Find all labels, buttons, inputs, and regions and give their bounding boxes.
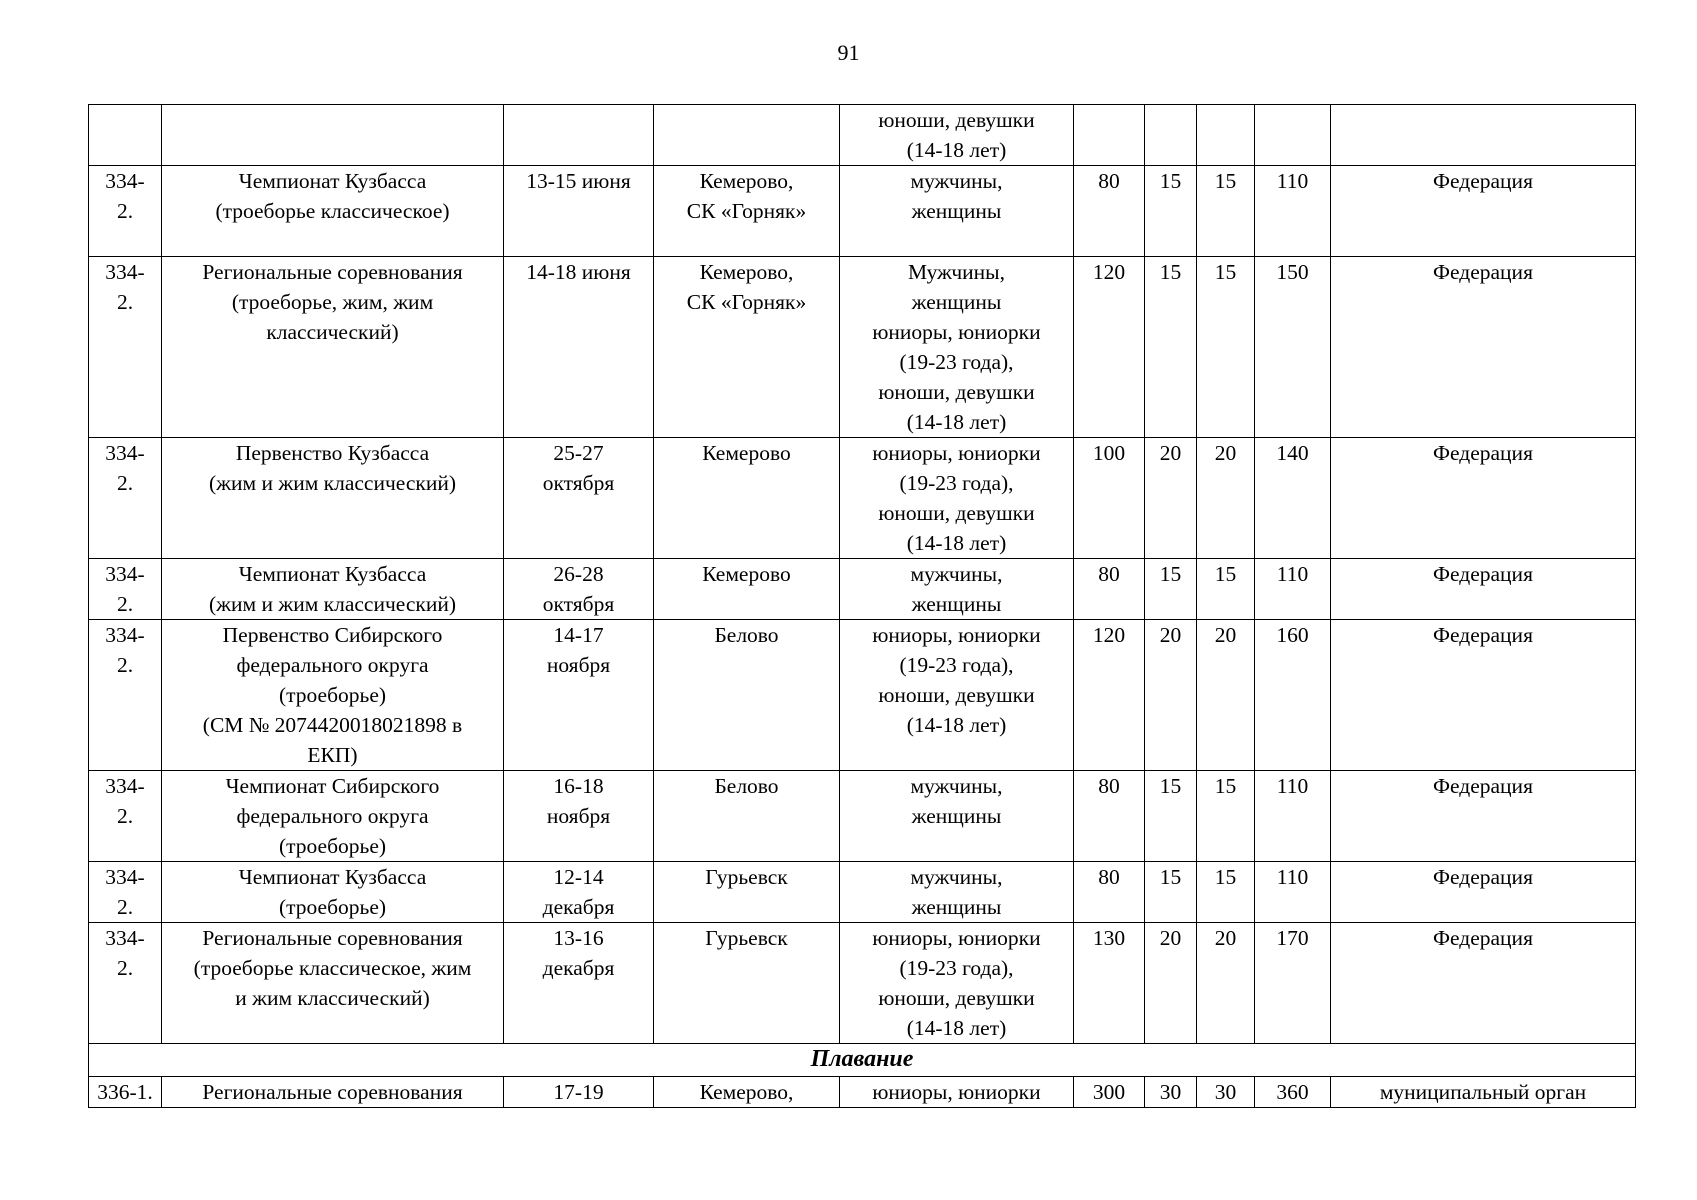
cell-count-3 bbox=[1197, 105, 1255, 166]
cell-count-3: 20 bbox=[1197, 923, 1255, 1044]
cell-number: 334- 2. bbox=[89, 923, 162, 1044]
cell-count-3: 15 bbox=[1197, 257, 1255, 438]
cell-organizer bbox=[1331, 105, 1636, 166]
cell-participants: юниоры, юниорки (19-23 года), юноши, девушки (14-18 лет) bbox=[840, 620, 1074, 771]
cell-count-total: 150 bbox=[1255, 257, 1331, 438]
table-row bbox=[89, 438, 1636, 559]
cell-event-name bbox=[162, 105, 504, 166]
cell-count-2: 15 bbox=[1145, 771, 1197, 862]
table-row bbox=[89, 620, 1636, 771]
table-row bbox=[89, 862, 1636, 923]
cell-count-total bbox=[1255, 105, 1331, 166]
cell-venue: Кемерово bbox=[654, 559, 840, 620]
cell-event-name: Региональные соревнования (троеборье классическое, жим и жим классический) bbox=[162, 923, 504, 1044]
cell-count-1: 120 bbox=[1074, 620, 1145, 771]
cell-dates: 12-14 декабря bbox=[504, 862, 654, 923]
cell-organizer: Федерация bbox=[1331, 166, 1636, 257]
cell-count-2: 20 bbox=[1145, 620, 1197, 771]
cell-venue: Белово bbox=[654, 771, 840, 862]
table-row bbox=[89, 257, 1636, 438]
cell-dates: 14-17 ноября bbox=[504, 620, 654, 771]
cell-count-total: 110 bbox=[1255, 166, 1331, 257]
cell-venue: Гурьевск bbox=[654, 923, 840, 1044]
cell-venue: Белово bbox=[654, 620, 840, 771]
cell-event-name: Чемпионат Кузбасса (троеборье классическое) bbox=[162, 166, 504, 257]
cell-number: 334- 2. bbox=[89, 620, 162, 771]
cell-count-2 bbox=[1145, 105, 1197, 166]
cell-venue bbox=[654, 105, 840, 166]
cell-count-1 bbox=[1074, 105, 1145, 166]
cell-number: 334- 2. bbox=[89, 559, 162, 620]
cell-organizer: Федерация bbox=[1331, 620, 1636, 771]
cell-event-name: Чемпионат Кузбасса (жим и жим классический) bbox=[162, 559, 504, 620]
table-row bbox=[89, 105, 1636, 166]
table-row bbox=[89, 1077, 1636, 1108]
cell-count-1: 120 bbox=[1074, 257, 1145, 438]
cell-participants: юноши, девушки (14-18 лет) bbox=[840, 105, 1074, 166]
cell-number: 334- 2. bbox=[89, 438, 162, 559]
cell-count-1: 80 bbox=[1074, 166, 1145, 257]
cell-event-name: Первенство Кузбасса (жим и жим классический) bbox=[162, 438, 504, 559]
cell-count-total: 110 bbox=[1255, 862, 1331, 923]
cell-count-2: 30 bbox=[1145, 1077, 1197, 1108]
cell-count-total: 170 bbox=[1255, 923, 1331, 1044]
cell-organizer: Федерация bbox=[1331, 559, 1636, 620]
cell-event-name: Чемпионат Сибирского федерального округа (троеборье) bbox=[162, 771, 504, 862]
cell-dates bbox=[504, 105, 654, 166]
cell-organizer: Федерация bbox=[1331, 862, 1636, 923]
cell-count-2: 15 bbox=[1145, 862, 1197, 923]
cell-participants: юниоры, юниорки (19-23 года), юноши, девушки (14-18 лет) bbox=[840, 438, 1074, 559]
cell-event-name: Региональные соревнования (троеборье, жим, жим классический) bbox=[162, 257, 504, 438]
cell-dates: 14-18 июня bbox=[504, 257, 654, 438]
cell-count-1: 80 bbox=[1074, 771, 1145, 862]
cell-count-3: 15 bbox=[1197, 862, 1255, 923]
cell-event-name: Чемпионат Кузбасса (троеборье) bbox=[162, 862, 504, 923]
cell-dates: 26-28 октября bbox=[504, 559, 654, 620]
cell-participants: мужчины, женщины bbox=[840, 771, 1074, 862]
section-header-row bbox=[89, 1044, 1636, 1077]
cell-venue: Кемерово, СК «Горняк» bbox=[654, 166, 840, 257]
cell-participants: мужчины, женщины bbox=[840, 166, 1074, 257]
cell-count-2: 15 bbox=[1145, 166, 1197, 257]
cell-dates: 13-16 декабря bbox=[504, 923, 654, 1044]
cell-participants: юниоры, юниорки (19-23 года), юноши, девушки (14-18 лет) bbox=[840, 923, 1074, 1044]
cell-count-3: 15 bbox=[1197, 771, 1255, 862]
cell-dates: 13-15 июня bbox=[504, 166, 654, 257]
table-row bbox=[89, 771, 1636, 862]
competition-schedule-table bbox=[88, 104, 1636, 1108]
cell-participants: мужчины, женщины bbox=[840, 559, 1074, 620]
cell-organizer: Федерация bbox=[1331, 257, 1636, 438]
cell-venue: Кемерово, bbox=[654, 1077, 840, 1108]
page-number: 91 bbox=[837, 40, 860, 65]
cell-count-2: 20 bbox=[1145, 438, 1197, 559]
cell-count-total: 110 bbox=[1255, 771, 1331, 862]
cell-event-name: Региональные соревнования bbox=[162, 1077, 504, 1108]
cell-count-total: 160 bbox=[1255, 620, 1331, 771]
cell-number: 334- 2. bbox=[89, 771, 162, 862]
table-row bbox=[89, 923, 1636, 1044]
cell-count-3: 20 bbox=[1197, 620, 1255, 771]
cell-participants: юниоры, юниорки bbox=[840, 1077, 1074, 1108]
cell-number: 334- 2. bbox=[89, 862, 162, 923]
cell-dates: 16-18 ноября bbox=[504, 771, 654, 862]
cell-venue: Кемерово, СК «Горняк» bbox=[654, 257, 840, 438]
cell-participants: Мужчины, женщины юниоры, юниорки (19-23 года), юноши, девушки (14-18 лет) bbox=[840, 257, 1074, 438]
cell-count-1: 80 bbox=[1074, 559, 1145, 620]
cell-dates: 25-27 октября bbox=[504, 438, 654, 559]
table-row bbox=[89, 559, 1636, 620]
cell-organizer: муниципальный орган bbox=[1331, 1077, 1636, 1108]
cell-count-2: 15 bbox=[1145, 257, 1197, 438]
section-title: Плавание bbox=[89, 1044, 1636, 1077]
cell-event-name: Первенство Сибирского федерального округа (троеборье) (СМ № 2074420018021898 в ЕКП) bbox=[162, 620, 504, 771]
cell-count-2: 20 bbox=[1145, 923, 1197, 1044]
cell-count-3: 15 bbox=[1197, 166, 1255, 257]
cell-participants: мужчины, женщины bbox=[840, 862, 1074, 923]
cell-count-1: 100 bbox=[1074, 438, 1145, 559]
cell-organizer: Федерация bbox=[1331, 771, 1636, 862]
cell-count-3: 30 bbox=[1197, 1077, 1255, 1108]
cell-count-3: 15 bbox=[1197, 559, 1255, 620]
cell-number bbox=[89, 105, 162, 166]
cell-organizer: Федерация bbox=[1331, 438, 1636, 559]
cell-count-3: 20 bbox=[1197, 438, 1255, 559]
cell-organizer: Федерация bbox=[1331, 923, 1636, 1044]
cell-number: 336-1. bbox=[89, 1077, 162, 1108]
cell-dates: 17-19 bbox=[504, 1077, 654, 1108]
cell-venue: Кемерово bbox=[654, 438, 840, 559]
cell-count-1: 80 bbox=[1074, 862, 1145, 923]
cell-venue: Гурьевск bbox=[654, 862, 840, 923]
cell-count-1: 130 bbox=[1074, 923, 1145, 1044]
table-row bbox=[89, 166, 1636, 257]
cell-count-2: 15 bbox=[1145, 559, 1197, 620]
cell-count-1: 300 bbox=[1074, 1077, 1145, 1108]
cell-number: 334- 2. bbox=[89, 257, 162, 438]
cell-count-total: 360 bbox=[1255, 1077, 1331, 1108]
cell-number: 334- 2. bbox=[89, 166, 162, 257]
cell-count-total: 110 bbox=[1255, 559, 1331, 620]
cell-count-total: 140 bbox=[1255, 438, 1331, 559]
